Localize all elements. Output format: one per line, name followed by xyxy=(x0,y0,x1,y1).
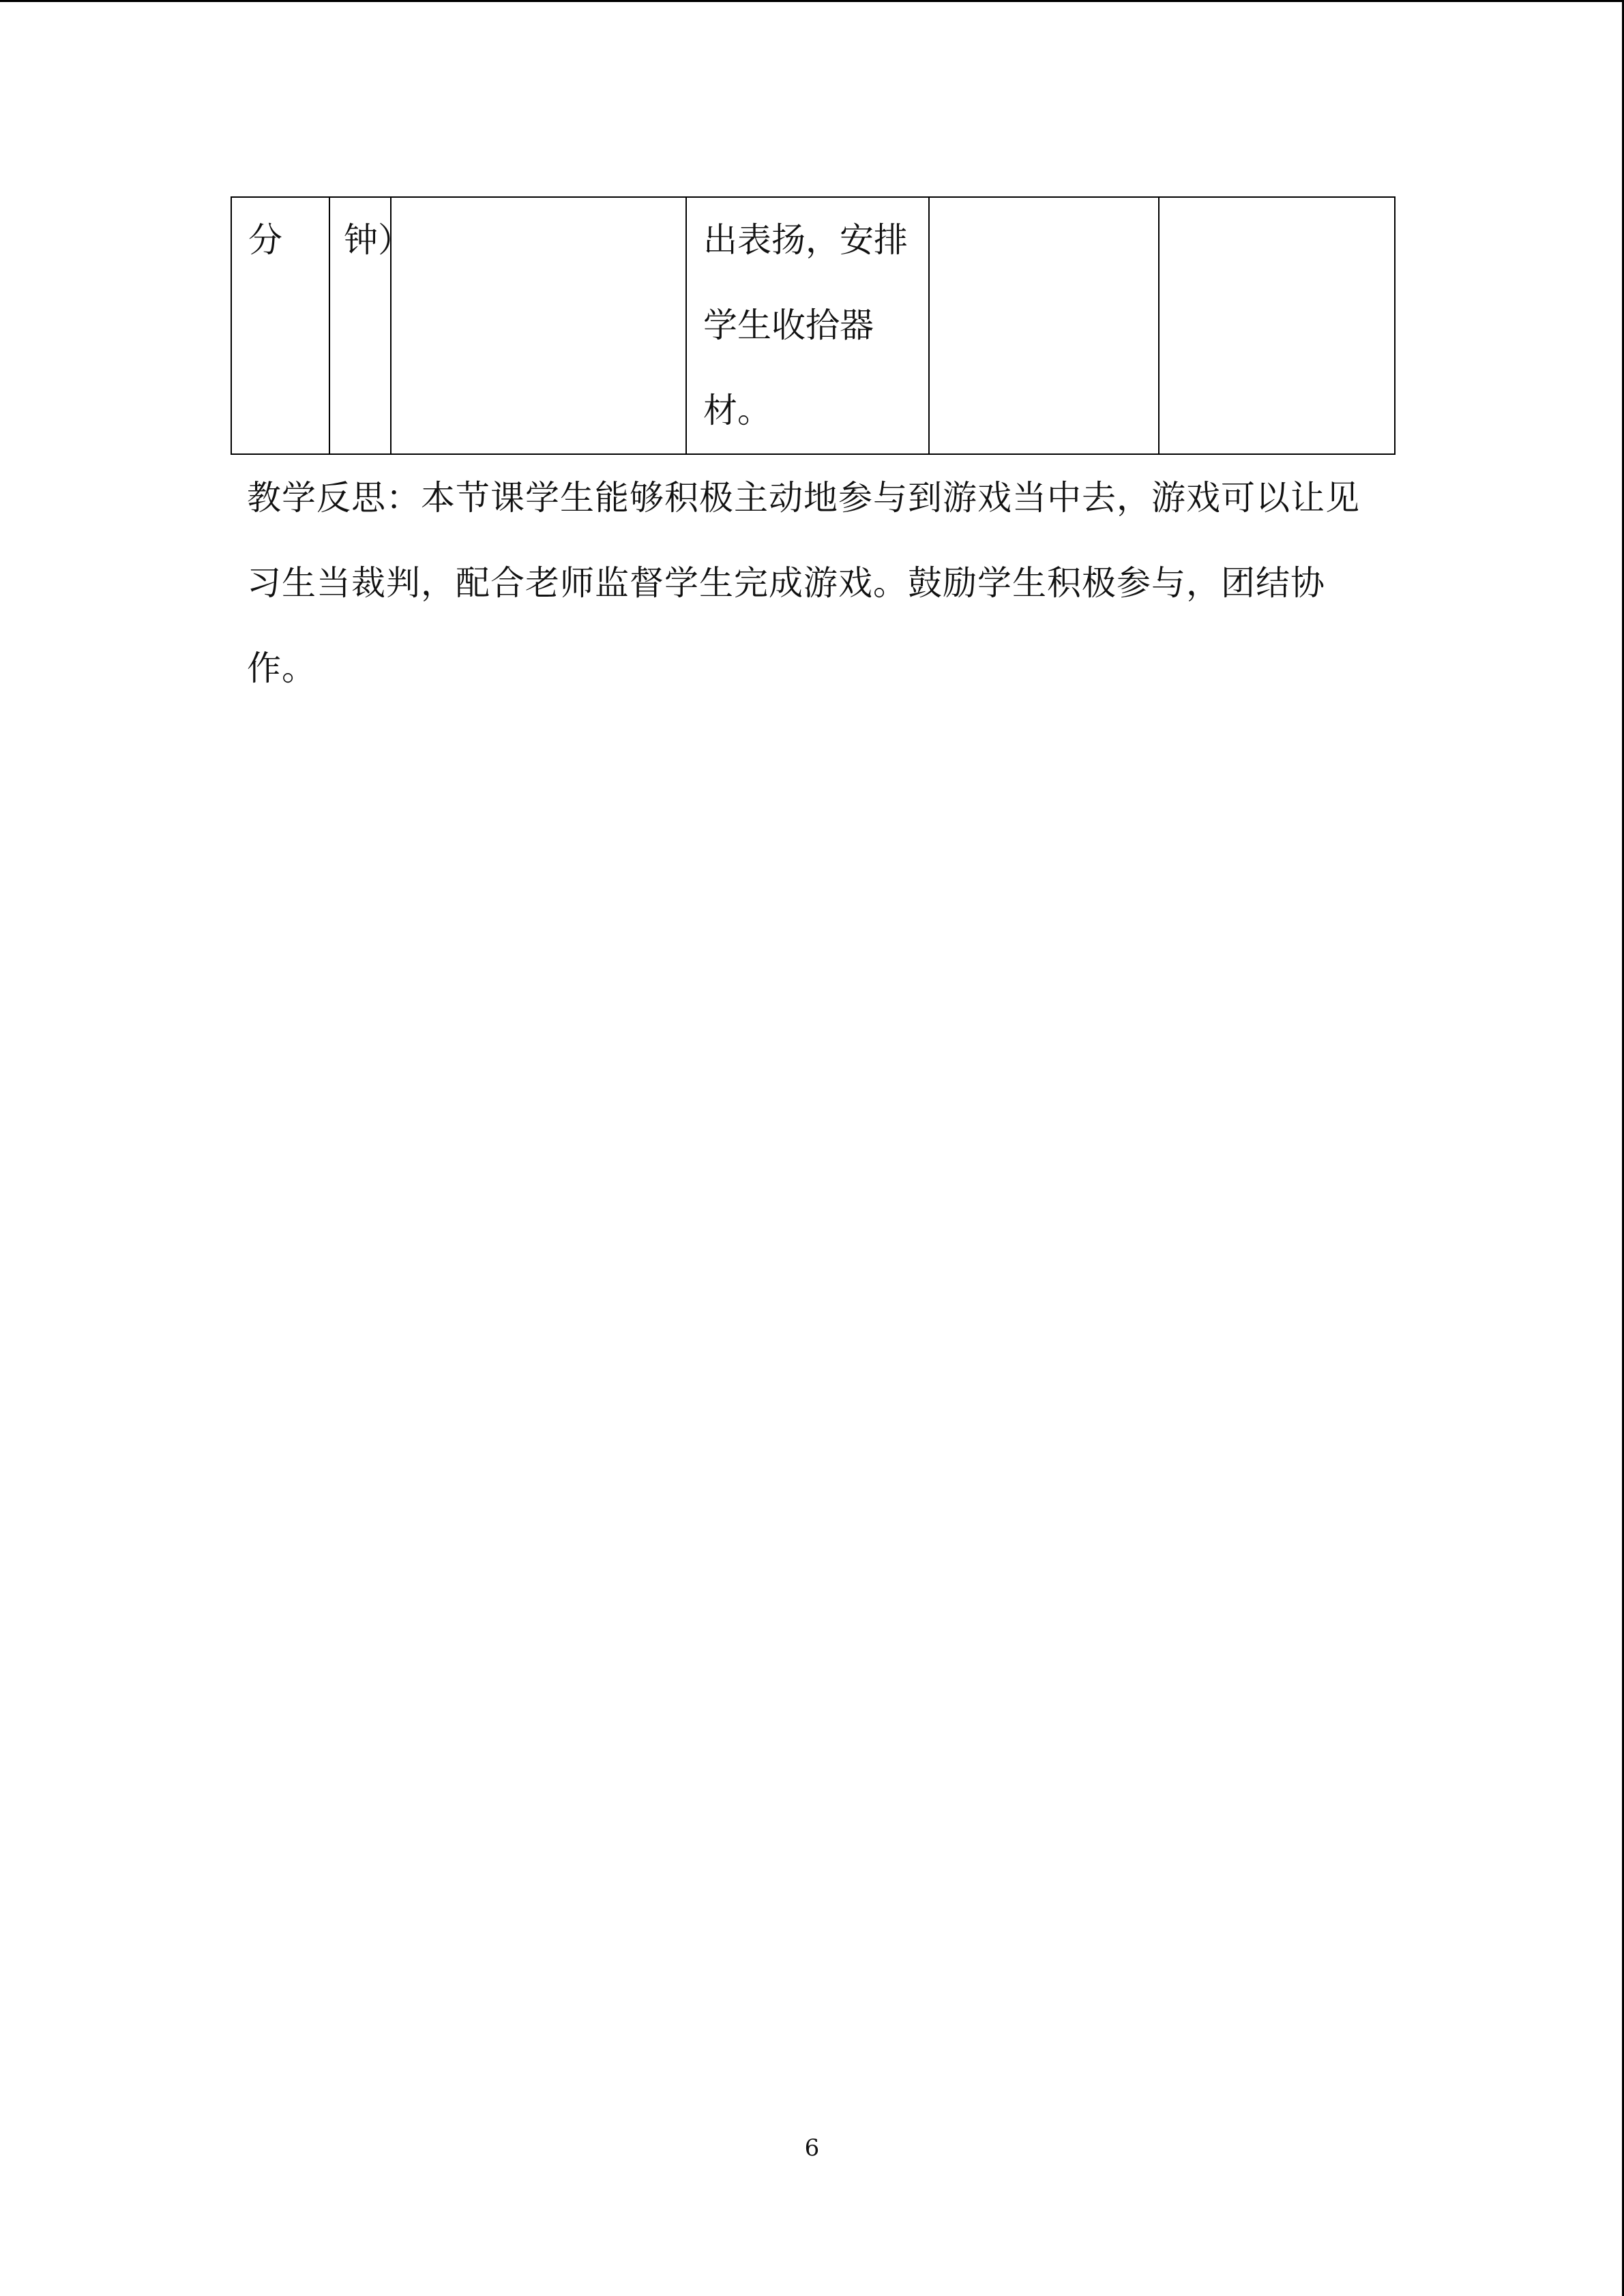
page-top-border xyxy=(0,0,1624,2)
table-cell-content xyxy=(391,197,686,454)
table-cell-student-activity xyxy=(929,197,1159,454)
table-cell-stage xyxy=(231,197,329,454)
cell-text-time: 钟） xyxy=(344,220,412,260)
page-number: 6 xyxy=(804,2134,820,2162)
teaching-reflection-paragraph: 教学反思：本节课学生能够积极主动地参与到游戏当中去，游戏可以让见习生当裁判，配合老师监督学生完成游戏。鼓励学生积极参与，团结协作。 xyxy=(247,478,1360,688)
table-cell-teacher-activity xyxy=(686,197,929,454)
lesson-plan-table-continuation xyxy=(231,196,1396,455)
cell-text-teacher-activity: 出表扬，安排学生收拾器材。 xyxy=(703,220,908,430)
table-cell-notes xyxy=(1159,197,1395,454)
cell-text-stage: 分 xyxy=(248,220,282,260)
table-row xyxy=(231,197,1395,454)
table-cell-time xyxy=(329,197,412,454)
